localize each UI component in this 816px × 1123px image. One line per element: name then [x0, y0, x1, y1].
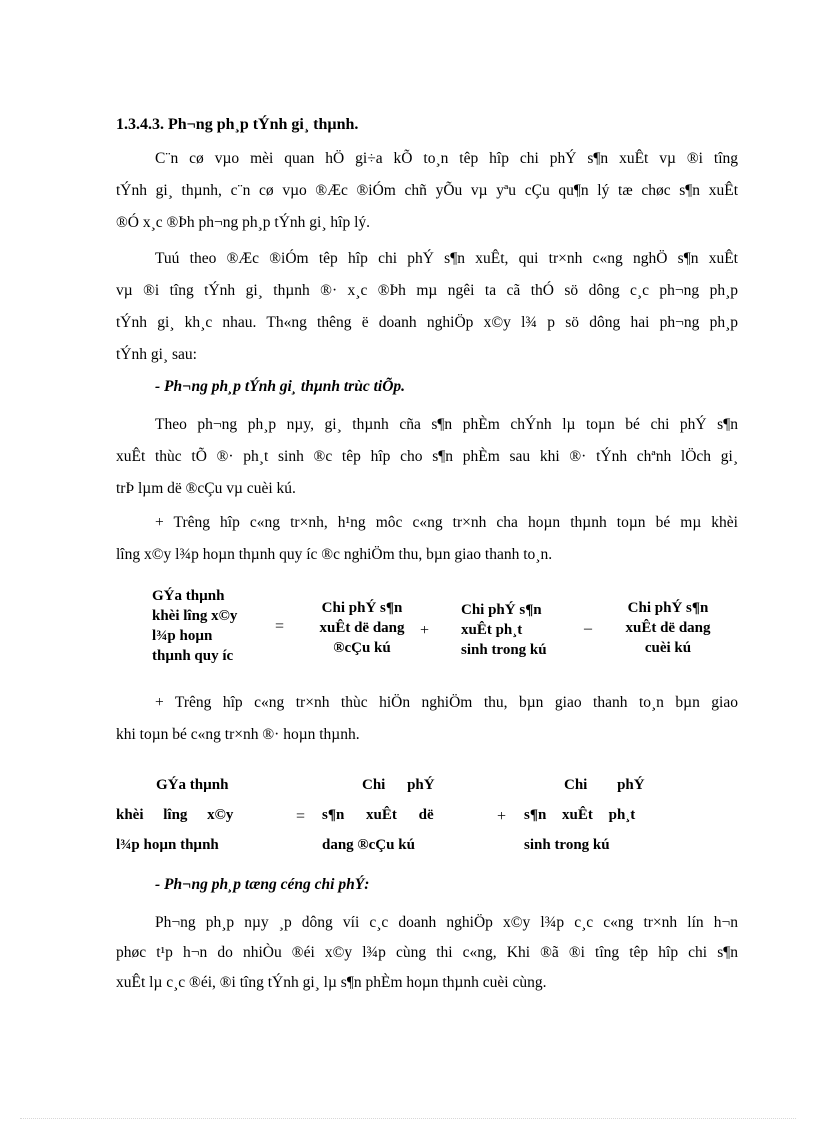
- para2-line3: tÝnh gi¸ kh¸c nhau. Th«ng thêng ë doanh nghiÖp x©y l¾ p sö dông hai ph¬ng ph¸p: [116, 314, 738, 331]
- para3-line2: xuÊt thùc tÕ ®· ph¸t sinh ®c têp hîp cho s¶n phÈm sau khi ®· tÝnh chªnh lÖch gi¸: [116, 448, 738, 465]
- para5-line2: khi toµn bé c«ng tr×nh ®· hoµn thµnh.: [116, 726, 360, 743]
- formula1-term1-line: ®cÇu kú: [333, 640, 391, 656]
- formula1-term3-line: cuèi kú: [644, 640, 692, 656]
- page-bottom-border: [20, 1118, 796, 1119]
- para1-line2: tÝnh gi¸ thµnh, c¨n cø vµo ®Æc ®iÓm chñ yÕu vµ yªu cÇu qu¶n lý tæ chøc s¶n xuÊt: [116, 182, 738, 199]
- para1-line3: ®Ó x¸c ®Þh ph¬ng ph¸p tÝnh gi¸ hîp lý.: [116, 214, 371, 231]
- formula2-term1-line: dang ®cÇu kú: [322, 837, 415, 853]
- para5-line1: + Trêng hîp c«ng tr×nh thùc hiÖn nghiÖm thu, bµn giao thanh to¸n bµn giao: [155, 694, 738, 711]
- para3-line1: Theo ph¬ng ph¸p nµy, gi¸ thµnh cña s¶n phÈm chÝnh lµ toµn bé chi phÝ s¶n: [155, 416, 738, 433]
- para2-line2: vµ ®i tîng tÝnh gi¸ thµnh ®· x¸c ®Þh mµ ngêi ta cã thÓ sö dông c¸c ph¬ng ph¸p: [116, 282, 738, 299]
- formula2-lhs-line: l¾p hoµn thµnh: [116, 837, 219, 853]
- formula2-term2-line: sinh trong kú: [524, 837, 610, 853]
- formula2-lhs: [116, 770, 256, 860]
- formula2-lhs-line: GÝa thµnh: [156, 777, 229, 793]
- formula2-equals: =: [296, 808, 306, 825]
- formula1-term3-line: Chi phÝ s¶n: [627, 600, 709, 616]
- formula1-term3-line: xuÊt dë dang: [625, 620, 711, 636]
- method1-title: - Ph¬ng ph¸p tÝnh gi¸ thµnh trùc tiÕp.: [155, 378, 406, 395]
- para2-line4: tÝnh gi¸ sau:: [116, 346, 197, 363]
- formula1-term1-line: xuÊt dë dang: [319, 620, 405, 636]
- formula1-term3: [608, 598, 728, 658]
- para4-line1: + Trêng hîp c«ng tr×nh, h¹ng môc c«ng tr×nh cha hoµn thµnh toµn bé mµ khèi: [155, 514, 738, 531]
- formula2-term1: [322, 770, 452, 860]
- formula1-lhs: [152, 586, 272, 666]
- formula1-term1-line: Chi phÝ s¶n: [321, 600, 403, 616]
- formula1-term2-line: Chi phÝ s¶n: [461, 602, 542, 618]
- section-title: 1.3.4.3. Ph¬ng ph¸p tÝnh gi¸ thµnh.: [116, 116, 359, 133]
- formula1-term2: [461, 600, 581, 660]
- method2-title: - Ph¬ng ph¸p tæng céng chi phÝ:: [155, 876, 370, 893]
- formula1-term2-line: sinh trong kú: [461, 642, 547, 658]
- formula2-term1-line: s¶n xuÊt dë: [322, 807, 434, 823]
- formula1-equals: =: [275, 618, 285, 635]
- para6-line2: phøc t¹p h¬n do nhiÒu ®éi x©y l¾p cùng thi c«ng, Khi ®ã ®i tîng têp hîp chi s¶n: [116, 944, 738, 961]
- para6-line1: Ph¬ng ph¸p nµy ¸p dông víi c¸c doanh nghiÖp x©y l¾p c¸c c«ng tr×nh lín h¬n: [155, 914, 738, 931]
- formula1-plus: +: [420, 622, 430, 639]
- para6-line3: xuÊt lµ c¸c ®éi, ®i tîng tÝnh gi¸ lµ s¶n phÈm hoµn thµnh cuèi cùng.: [116, 974, 547, 991]
- formula2-lhs-line: khèi lîng x©y: [116, 807, 234, 823]
- formula1-lhs-line: khèi lîng x©y: [152, 608, 238, 624]
- formula2-plus: +: [497, 808, 507, 825]
- formula2-term2-line: s¶n xuÊt ph¸t: [524, 807, 636, 823]
- para4-line2: lîng x©y l¾p hoµn thµnh quy íc ®c nghiÖm thu, bµn giao thanh to¸n.: [116, 546, 553, 563]
- para1-line1: C¨n cø vµo mèi quan hÖ gi÷a kÕ to¸n têp hîp chi phÝ s¶n xuÊt vµ ®i tîng: [155, 150, 738, 167]
- para3-line3: trÞ lµm dë ®cÇu vµ cuèi kú.: [116, 480, 296, 497]
- formula1-term2-line: xuÊt ph¸t: [461, 622, 523, 638]
- formula2-term2: [524, 770, 664, 860]
- formula2-term1-line: Chi phÝ: [362, 777, 435, 793]
- formula1-lhs-line: GÝa thµnh: [152, 588, 225, 604]
- formula1-minus: –: [584, 620, 592, 637]
- para2-line1: Tuú theo ®Æc ®iÓm têp hîp chi phÝ s¶n xuÊt, qui tr×nh c«ng nghÖ s¶n xuÊt: [155, 250, 738, 267]
- formula2-term2-line: Chi phÝ: [564, 777, 645, 793]
- formula1-lhs-line: thµnh quy íc: [152, 648, 234, 664]
- formula1-lhs-line: l¾p hoµn: [152, 628, 213, 644]
- formula1-term1: [302, 598, 422, 658]
